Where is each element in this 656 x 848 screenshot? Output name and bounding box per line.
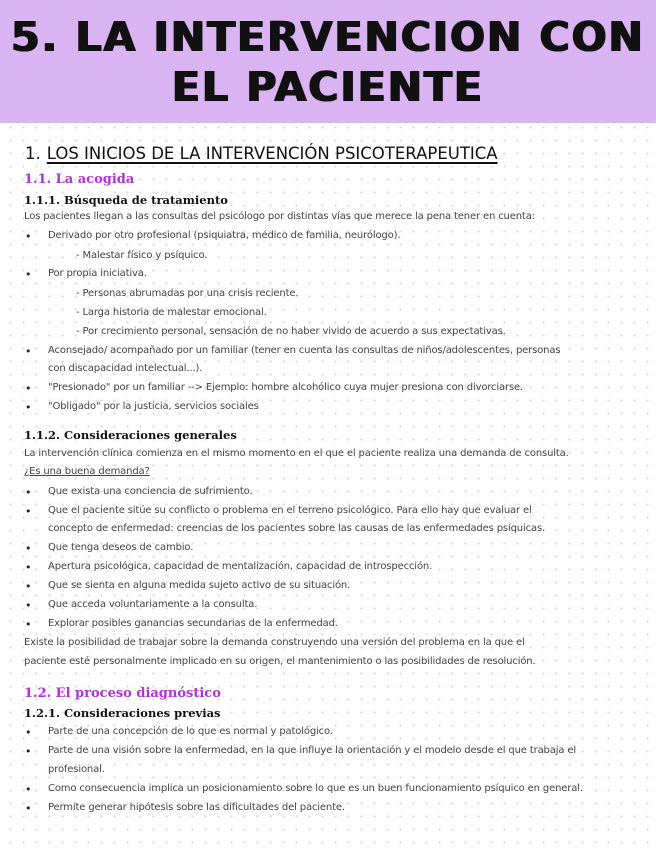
list-item: • Como consecuencia implica un posicionamiento sobre lo que es un buen funcionamiento psíquico en general. xyxy=(48,783,583,794)
paragraph-intro-consideraciones: La intervención clínica comienza en el mismo momento en el que el paciente realiza una demanda de consulta. xyxy=(24,448,569,459)
paragraph-closing-line-2: paciente esté personalmente implicado en su origen, el mantenimiento o las posibilidades de resolución. xyxy=(24,656,536,667)
subsection-title-diagnostico: 1.2. El proceso diagnóstico xyxy=(24,686,221,701)
page-title-line-2: EL PACIENTE xyxy=(171,63,485,111)
question-text xyxy=(24,466,150,477)
list-item-continuation: concepto de enfermedad: creencias de los pacientes sobre las causas de las enfermedades psíquicas. xyxy=(48,523,546,534)
section-number: 1. xyxy=(25,144,41,163)
subheading-busqueda: 1.1.1. Búsqueda de tratamiento xyxy=(24,193,228,207)
list-item: • "Presionado" por un familiar --> Ejemplo: hombre alcohólico cuya mujer presiona con divorciarse. xyxy=(48,382,523,393)
page-title-line-1: 5. LA INTERVENCION CON xyxy=(11,13,645,61)
list-item: • Que acceda voluntariamente a la consulta. xyxy=(48,599,257,610)
list-item: • Permite generar hipótesis sobre las dificultades del paciente. xyxy=(48,802,345,813)
list-item: • Aconsejado/ acompañado por un familiar (tener en cuenta las consultas de niños/adolescentes, personas xyxy=(48,345,560,356)
list-item-continuation: con discapacidad intelectual...). xyxy=(48,363,203,374)
section-heading xyxy=(25,144,498,163)
subsection-title-acogida: 1.1. La acogida xyxy=(24,172,135,187)
question-label: ¿Es una buena demanda? xyxy=(24,466,150,477)
list-item: • Parte de una visión sobre la enfermedad, en la que influye la orientación y el modelo desde el que trabaja el xyxy=(48,745,576,756)
subheading-consideraciones-previas: 1.2.1. Consideraciones previas xyxy=(24,706,221,720)
list-item: • Apertura psicológica, capacidad de mentalización, capacidad de introspección. xyxy=(48,561,432,572)
sub-list-item: - Malestar físico y psíquico. xyxy=(76,250,208,261)
list-item: • Que se sienta en alguna medida sujeto activo de su situación. xyxy=(48,580,350,591)
list-item-continuation: profesional. xyxy=(48,764,105,775)
paragraph-closing-line-1: Existe la posibilidad de trabajar sobre la demanda construyendo una versión del problema en la que el xyxy=(24,637,525,648)
sub-list-item: - Personas abrumadas por una crisis reciente. xyxy=(76,288,299,299)
list-item: • Parte de una concepción de lo que es normal y patológico. xyxy=(48,726,333,737)
list-item: • "Obligado" por la justicia, servicios sociales xyxy=(48,401,259,412)
sub-list-item: - Larga historia de malestar emocional. xyxy=(76,307,267,318)
subheading-consideraciones-generales: 1.1.2. Consideraciones generales xyxy=(24,428,237,442)
section-title: LOS INICIOS DE LA INTERVENCIÓN PSICOTERAPEUTICA xyxy=(46,144,498,163)
paragraph-intro-busqueda: Los pacientes llegan a las consultas del psicólogo por distintas vías que merece la pena tener en cuenta: xyxy=(24,211,535,222)
list-item: • Que el paciente sitúe su conflicto o problema en el terreno psicológico. Para ello hay que evaluar el xyxy=(48,505,532,516)
list-item: • Derivado por otro profesional (psiquiatra, médico de familia, neurólogo). xyxy=(48,230,400,241)
title-banner xyxy=(0,0,656,123)
list-item: • Explorar posibles ganancias secundarias de la enfermedad. xyxy=(48,618,338,629)
sub-list-item: - Por crecimiento personal, sensación de no haber vivido de acuerdo a sus expectativas. xyxy=(76,326,506,337)
list-item: • Por propia iniciativa. xyxy=(48,268,147,279)
list-item: • Que tenga deseos de cambio. xyxy=(48,542,193,553)
list-item: • Que exista una conciencia de sufrimiento. xyxy=(48,486,252,497)
